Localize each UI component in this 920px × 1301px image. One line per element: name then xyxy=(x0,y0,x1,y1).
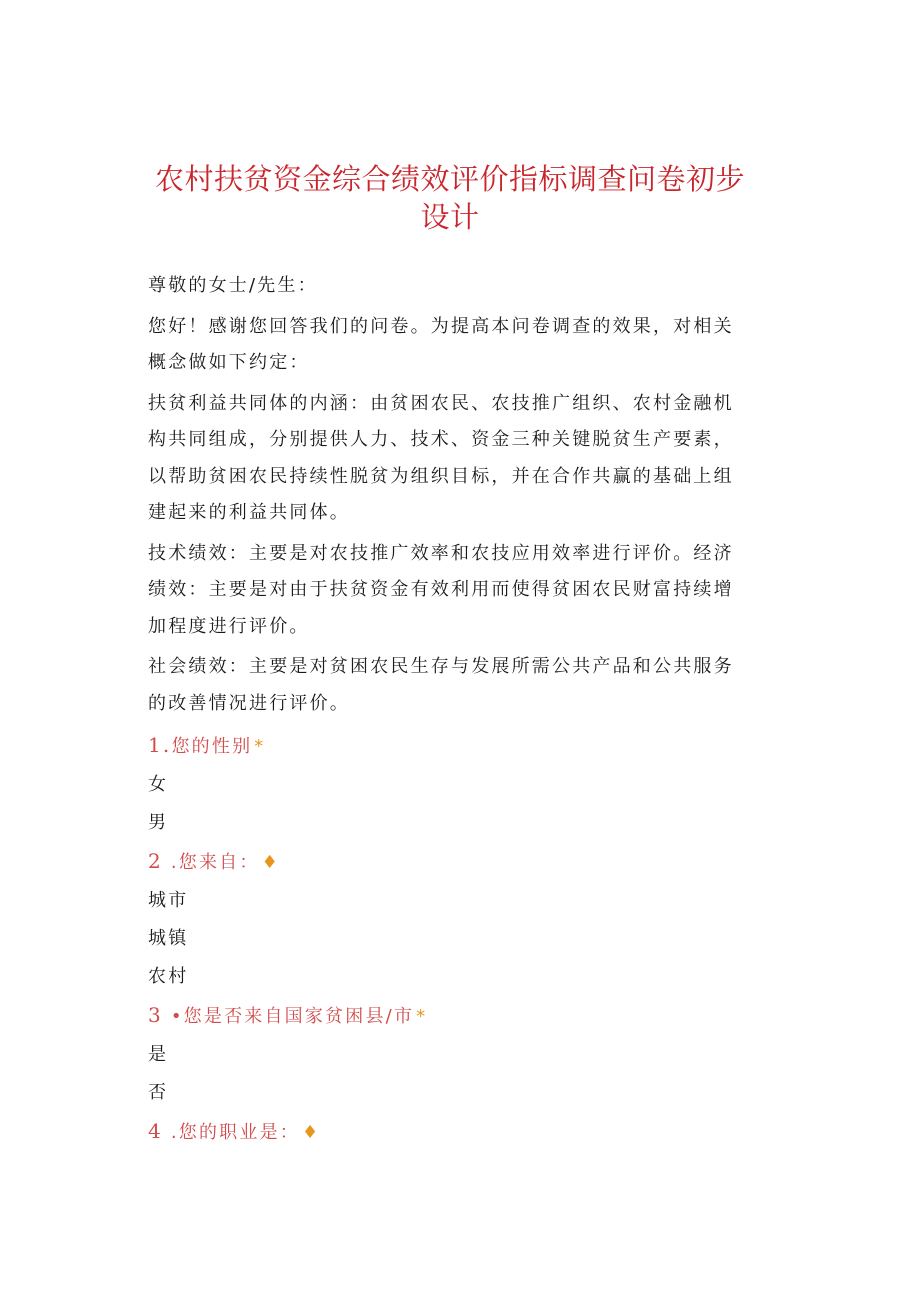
question-text: 您的性别 xyxy=(171,736,253,757)
question-number: 4 xyxy=(148,1119,163,1143)
question-number: 1. xyxy=(148,733,172,757)
question-2-title xyxy=(148,842,738,882)
question-number: 2 xyxy=(148,849,163,873)
question-3-title xyxy=(148,996,738,1036)
question-1-title xyxy=(148,726,738,766)
question-2-option-town[interactable]: 城镇 xyxy=(148,928,189,949)
question-4-title xyxy=(148,1112,738,1152)
question-2-option-city[interactable]: 城市 xyxy=(148,890,189,911)
question-number: 3 xyxy=(148,1003,163,1027)
definition-technical-economic: 技术绩效：主要是对农技推广效率和农技应用效率进行评价。经济绩效：主要是对由于扶贫资金有效利用而使得贫困农民财富持续增加程度进行评价。 xyxy=(148,542,734,637)
required-mark: * xyxy=(416,1006,428,1027)
document-title: 农村扶贫资金综合绩效评价指标调查问卷初步设计 xyxy=(154,162,745,234)
diamond-icon: ♦ xyxy=(301,1122,321,1143)
question-1-option-male[interactable]: 男 xyxy=(148,812,169,833)
question-3-option-yes[interactable]: 是 xyxy=(148,1044,169,1065)
diamond-icon: ♦ xyxy=(261,852,280,873)
question-2-option-rural[interactable]: 农村 xyxy=(148,966,189,987)
question-text: •您是否来自国家贫困县/市 xyxy=(170,1006,415,1027)
question-text: .您的职业是： xyxy=(170,1122,300,1143)
definition-community: 扶贫利益共同体的内涵：由贫困农民、农技推广组织、农村金融机构共同组成，分别提供人力、技术、资金三种关键脱贫生产要素，以帮助贫困农民持续性脱贫为组织目标，并在合作共赢的基础上组建起来的利益共同体。 xyxy=(148,392,734,523)
question-text: .您来自： xyxy=(170,852,260,873)
required-mark: * xyxy=(254,736,266,757)
question-3-option-no[interactable]: 否 xyxy=(148,1082,169,1103)
greeting: 尊敬的女士/先生： xyxy=(148,275,318,296)
intro-paragraph: 您好！感谢您回答我们的问卷。为提高本问卷调查的效果，对相关概念做如下约定： xyxy=(148,315,734,373)
definition-social: 社会绩效：主要是对贫困农民生存与发展所需公共产品和公共服务的改善情况进行评价。 xyxy=(148,656,734,714)
document-body xyxy=(148,268,738,1152)
question-1-option-female[interactable]: 女 xyxy=(148,774,169,795)
